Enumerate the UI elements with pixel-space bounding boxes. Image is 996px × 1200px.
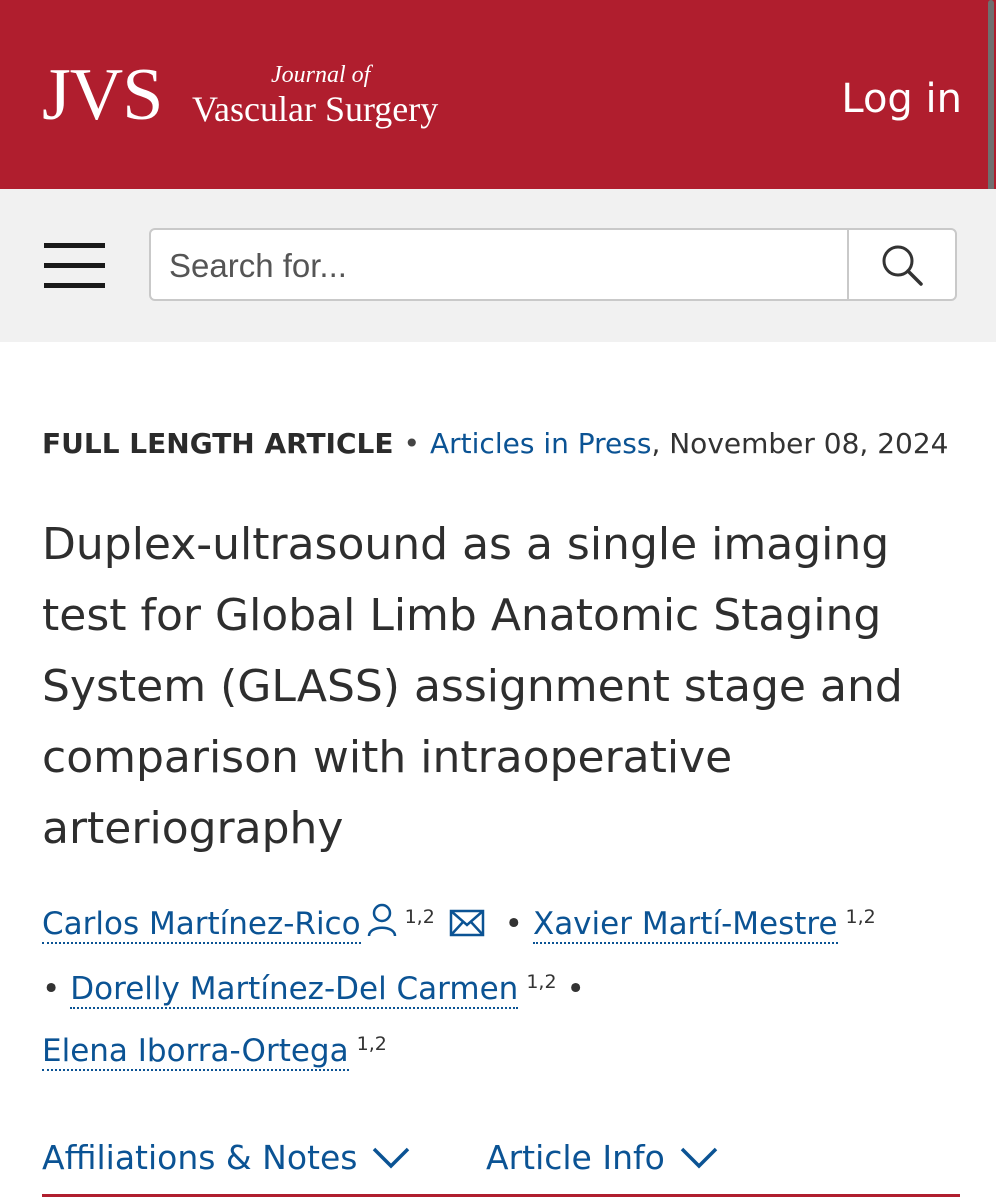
journal-logo[interactable] [42,54,482,148]
tab-affiliations-label: Affiliations & Notes [42,1138,358,1177]
article-title: Duplex-ultrasound as a single imaging test for Global Limb Anatomic Staging System (GLASS) assignment stage and comparison with intraoperative arteriography [42,519,903,854]
article-header [42,412,952,1082]
tab-article-info[interactable] [486,1138,719,1177]
chevron-down-icon [371,1146,411,1170]
scrollbar-thumb[interactable] [988,0,994,210]
search-input[interactable] [167,242,841,290]
search-box [149,228,957,301]
section-divider [42,1194,960,1197]
author-name-2[interactable]: Xavier Martí-Mestre [532,906,838,943]
login-button[interactable]: Log in [841,76,962,122]
tab-article-info-label: Article Info [486,1138,665,1177]
search-button[interactable] [847,230,955,299]
author-separator: • [504,906,523,943]
author-name-3[interactable]: Dorelly Martínez-Del Carmen [70,971,519,1008]
author-list [42,893,952,1082]
chevron-down-icon [679,1146,719,1170]
logo-journal-name: Vascular Surgery [192,89,439,129]
author-name-4[interactable]: Elena Iborra-Ortega [42,1033,349,1070]
logo-journal-of: Journal of [271,62,371,88]
tab-affiliations-notes[interactable] [42,1138,411,1177]
person-icon[interactable] [367,896,397,958]
articles-in-press-link[interactable]: Articles in Press [430,427,652,460]
site-header [0,0,996,189]
author-separator: • [566,971,585,1008]
search-icon [880,243,924,287]
author-4-affiliation: 1,2 [356,1033,387,1056]
author-separator: • [42,971,61,1008]
logo-mark: JVS [42,54,163,136]
publication-date: , November 08, 2024 [651,427,949,460]
author-3-affiliation: 1,2 [526,971,557,994]
article-meta [42,412,952,475]
author-2-affiliation: 1,2 [845,906,876,929]
email-icon[interactable] [449,896,485,958]
author-1-affiliation: 1,2 [404,906,435,929]
author-name-1[interactable]: Carlos Martínez-Rico [42,906,361,943]
hamburger-menu-icon[interactable] [44,243,105,289]
article-type: FULL LENGTH ARTICLE [42,427,394,460]
meta-separator: • [403,427,420,460]
